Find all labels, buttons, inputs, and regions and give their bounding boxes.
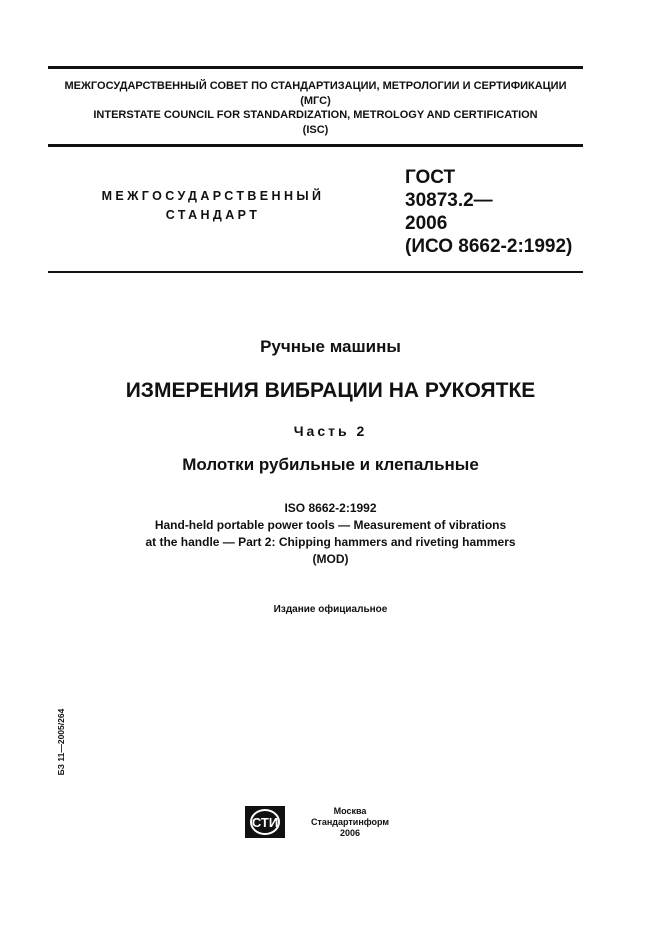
standartinform-logo-icon [245,806,285,838]
publisher-name: Стандартинформ [310,817,390,827]
iso-code: ISO 8662-2:1992 [284,501,377,515]
gost-number: 30873.2— [405,190,493,211]
council-ru: МЕЖГОСУДАРСТВЕННЫЙ СОВЕТ ПО СТАНДАРТИЗАЦИИ, МЕТРОЛОГИИ И СЕРТИФИКАЦИИ [64,80,567,92]
edition-label: Издание официальное [273,604,388,615]
iso-title-line1: Hand-held portable power tools — Measurement of vibrations [154,518,507,532]
council-en: INTERSTATE COUNCIL FOR STANDARDIZATION, METROLOGY AND CERTIFICATION [93,109,538,121]
publisher-year: 2006 [339,828,361,838]
council-en-abbr: (ISC) [302,123,329,136]
standard-type-line2: СТАНДАРТ [165,208,261,222]
title-group: Ручные машины [260,337,401,356]
iso-mod: (MOD) [312,552,349,566]
publisher-block [300,806,400,839]
gost-designation [405,166,572,258]
publisher-logo [245,806,285,838]
side-code: БЗ 11—2005/264 [56,708,66,776]
title-subtitle: Молотки рубильные и клепальные [182,455,479,474]
iso-title-line2: at the handle — Part 2: Chipping hammers and riveting hammers [145,535,516,549]
standard-type-label [88,187,338,225]
publisher-city: Москва [333,806,367,816]
top-rule [48,66,583,69]
gost-year: 2006 [405,213,448,234]
council-rule [48,144,583,147]
council-ru-abbr: (МГС) [300,94,331,107]
logo-text: СТИ [251,815,279,830]
council-block [48,79,583,137]
title-part: Часть 2 [293,423,368,439]
gost-iso-ref: (ИСО 8662-2:1992) [405,236,573,257]
gost-label: ГОСТ [405,167,456,188]
standard-type-line1: МЕЖГОСУДАРСТВЕННЫЙ [101,189,325,203]
title-main: ИЗМЕРЕНИЯ ВИБРАЦИИ НА РУКОЯТКЕ [125,379,536,402]
iso-block [0,500,661,568]
designation-rule [48,271,583,273]
